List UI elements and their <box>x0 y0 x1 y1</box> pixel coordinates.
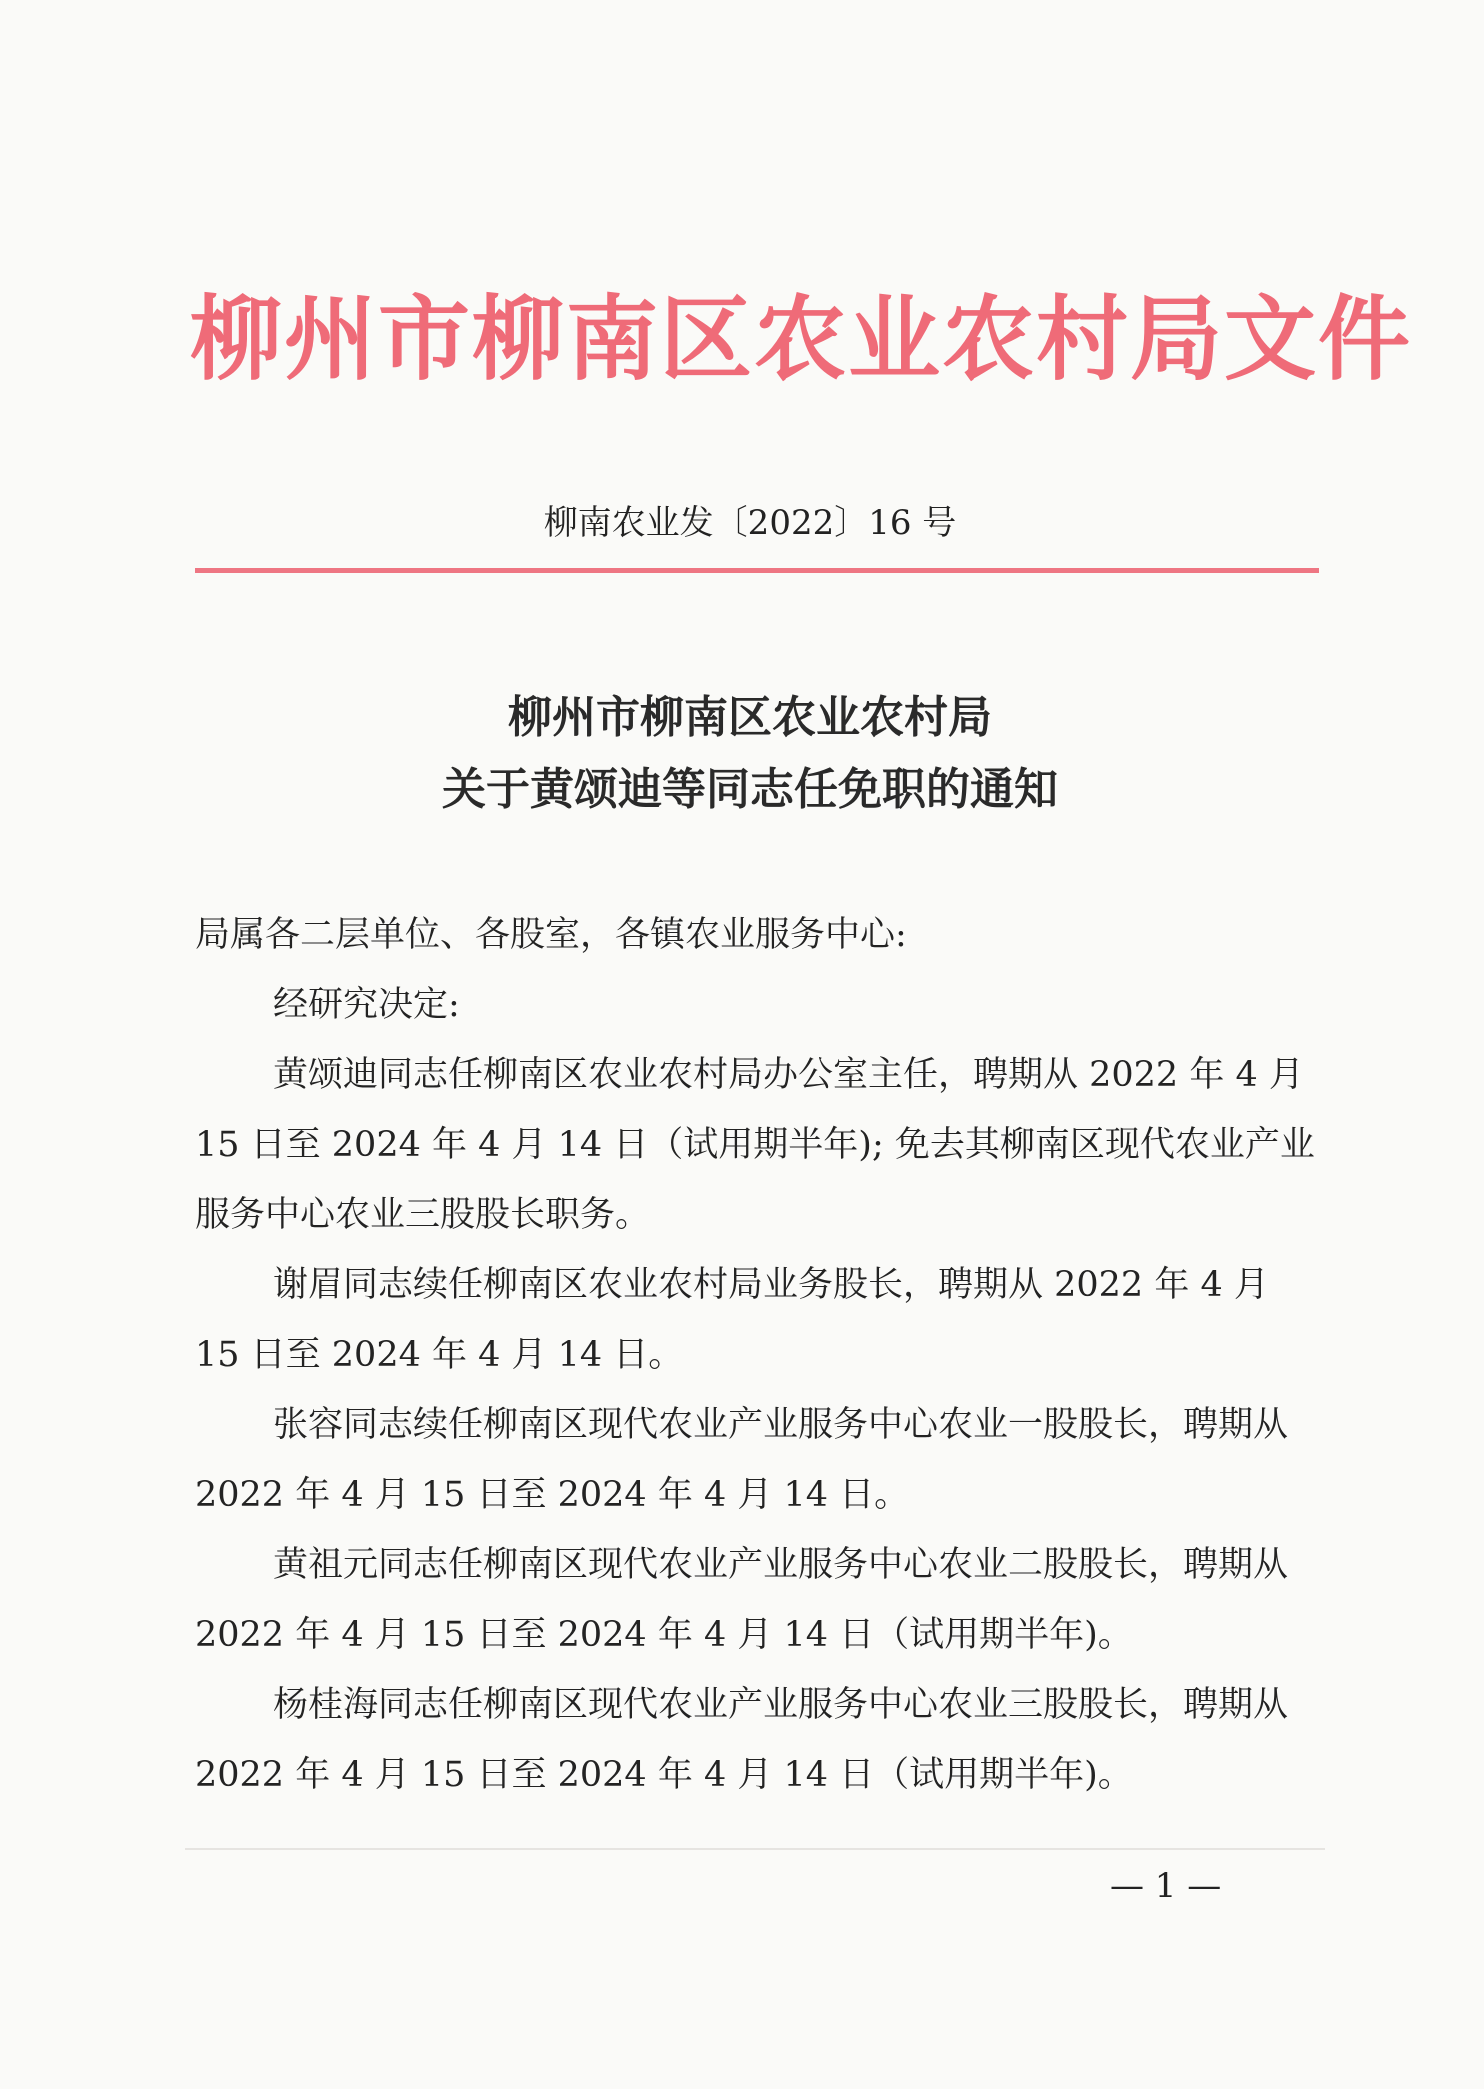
appointment-paragraph: 谢眉同志续任柳南区农业农村局业务股长，聘期从 2022 年 4 月 15 日至 2024 年 4 月 14 日。 <box>195 1265 1269 1375</box>
page-number: — 1 — <box>1110 1866 1222 1906</box>
appointment-paragraph: 黄颂迪同志任柳南区农业农村局办公室主任，聘期从 2022 年 4 月 15 日至 2024 年 4 月 14 日（试用期半年); 免去其柳南区现代农业产业服务中心农业三股股长职务。 <box>195 1055 1315 1235</box>
appointment-paragraph: 黄祖元同志任柳南区现代农业产业服务中心农业二股股长，聘期从 2022 年 4 月 15 日至 2024 年 4 月 14 日（试用期半年)。 <box>195 1545 1289 1655</box>
document-masthead: 柳州市柳南区农业农村局文件 <box>190 286 1413 393</box>
document-number: 柳南农业发〔2022〕16 号 <box>543 503 957 543</box>
salutation: 局属各二层单位、各股室，各镇农业服务中心: <box>195 915 907 955</box>
footer-divider <box>185 1848 1325 1850</box>
appointment-paragraph: 张容同志续任柳南区现代农业产业服务中心农业一股股长，聘期从 2022 年 4 月 15 日至 2024 年 4 月 14 日。 <box>195 1405 1289 1515</box>
decision-intro: 经研究决定: <box>273 985 460 1025</box>
red-divider-rule <box>195 568 1319 573</box>
notice-title-line-1: 柳州市柳南区农业农村局 <box>508 692 992 743</box>
notice-body <box>195 900 1315 1810</box>
appointment-paragraph: 杨桂海同志任柳南区现代农业产业服务中心农业三股股长，聘期从 2022 年 4 月 15 日至 2024 年 4 月 14 日（试用期半年)。 <box>195 1685 1289 1795</box>
notice-title-line-2: 关于黄颂迪等同志任免职的通知 <box>442 764 1058 815</box>
